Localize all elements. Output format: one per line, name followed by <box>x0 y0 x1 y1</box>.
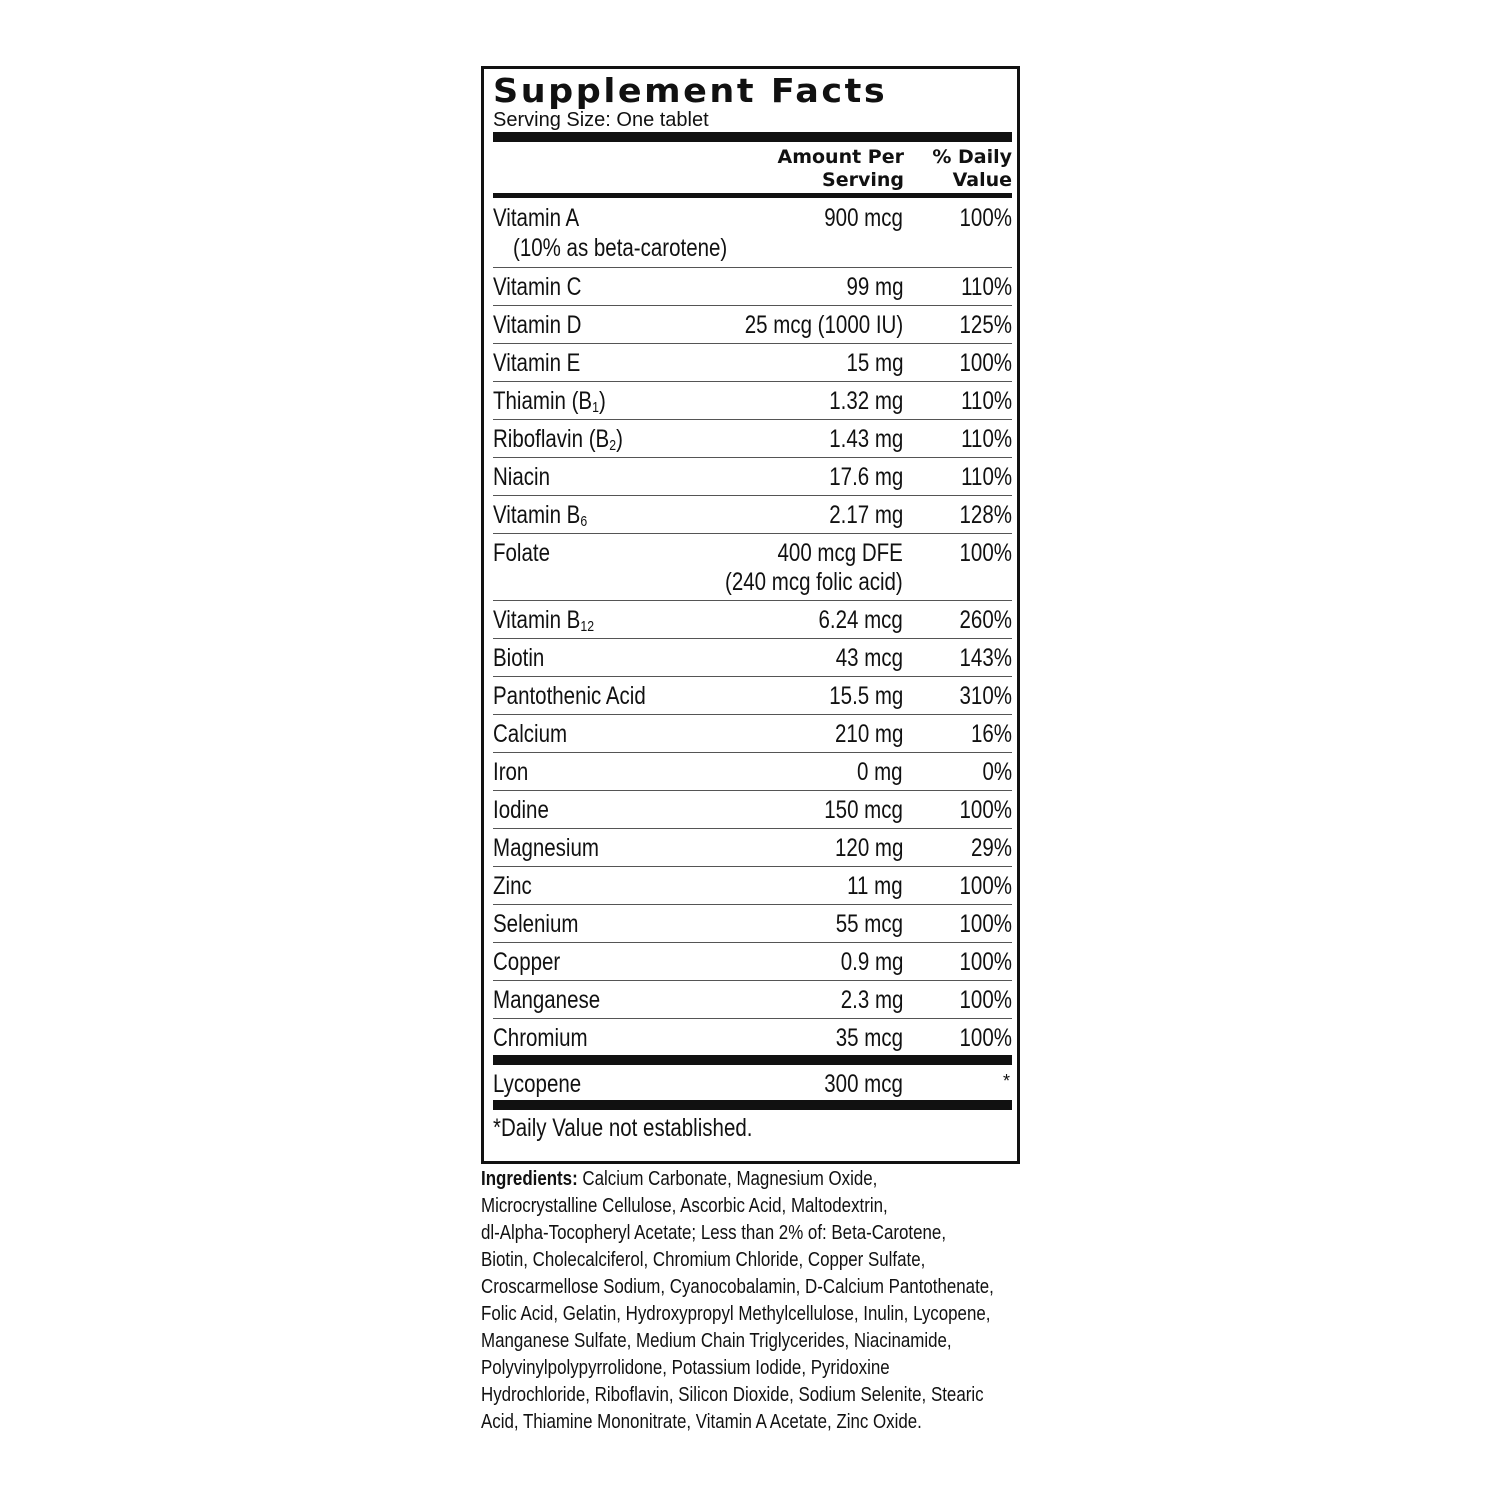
nutrient-row <box>493 943 1012 981</box>
nutrient-dv: 0% <box>982 758 1012 786</box>
nutrient-row <box>493 420 1012 458</box>
nutrient-name: Vitamin $B_{12}$ <box>493 606 595 635</box>
nutrient-dv: 310% <box>959 682 1012 710</box>
nutrient-name: Vitamin E <box>493 349 581 377</box>
nutrient-name: Chromium <box>493 1024 588 1052</box>
nutrient-dv: 100% <box>959 796 1012 824</box>
ingredients-line: Acid, Thiamine Mononitrate, Vitamin A Acetate, Zinc Oxide. <box>481 1411 922 1433</box>
nutrient-row <box>493 496 1012 534</box>
nutrient-amount: 300 mcg <box>824 1070 903 1098</box>
nutrient-amount: 35 mcg <box>835 1024 903 1052</box>
medium-divider <box>493 193 1012 198</box>
thick-divider <box>493 1100 1012 1110</box>
nutrient-name: Vitamin A <box>493 204 580 232</box>
ingredients-line: dl-Alpha-Tocopheryl Acetate; Less than 2% of: Beta-Carotene, <box>481 1222 947 1244</box>
nutrient-name: Magnesium <box>493 834 599 862</box>
nutrient-row <box>493 1019 1012 1057</box>
nutrient-amount: 1.43 mg <box>828 425 903 453</box>
nutrient-row <box>493 829 1012 867</box>
ingredients-line: Microcrystalline Cellulose, Ascorbic Acid, Maltodextrin, <box>481 1195 888 1217</box>
nutrient-amount: 17.6 mg <box>828 463 903 491</box>
nutrient-dv: 100% <box>959 872 1012 900</box>
nutrient-table <box>493 199 1012 1057</box>
nutrient-amount: 1.32 mg <box>828 387 903 415</box>
nutrient-row <box>493 981 1012 1019</box>
supplement-facts-panel <box>481 66 1020 1164</box>
nutrient-row <box>493 677 1012 715</box>
nutrient-name: Calcium <box>493 720 568 748</box>
nutrient-dv: 100% <box>959 948 1012 976</box>
header-dv-line1: % Daily <box>932 146 1012 168</box>
nutrient-amount: 900 mcg <box>824 204 903 232</box>
nutrient-row <box>493 382 1012 420</box>
nutrient-name: Manganese <box>493 986 601 1014</box>
nutrient-dv: 110% <box>961 463 1012 491</box>
nutrient-amount: 15.5 mg <box>828 682 903 710</box>
nutrient-dv: 128% <box>959 501 1012 529</box>
nutrient-amount: 400 mcg DFE <box>777 539 903 567</box>
nutrient-amount: 55 mcg <box>835 910 903 938</box>
nutrient-dv: * <box>1002 1071 1010 1091</box>
ingredients-list <box>481 1166 1022 1436</box>
nutrient-row <box>493 791 1012 829</box>
nutrient-amount: 6.24 mcg <box>818 606 903 634</box>
nutrient-name: Lycopene <box>493 1070 582 1098</box>
nutrient-name: Iodine <box>493 796 549 824</box>
nutrient-name: Niacin <box>493 463 550 491</box>
ingredients-line: Biotin, Cholecalciferol, Chromium Chloride, Copper Sulfate, <box>481 1249 926 1271</box>
thick-divider <box>493 132 1012 142</box>
nutrient-row <box>493 458 1012 496</box>
nutrient-amount: 43 mcg <box>835 644 903 672</box>
nutrient-dv: 100% <box>959 910 1012 938</box>
nutrient-name: Vitamin C <box>493 273 582 301</box>
nutrient-amount: 2.3 mg <box>840 986 903 1014</box>
nutrient-dv: 100% <box>959 204 1012 232</box>
nutrient-dv: 100% <box>959 986 1012 1014</box>
ingredients-line: Croscarmellose Sodium, Cyanocobalamin, D-Calcium Pantothenate, <box>481 1276 994 1298</box>
nutrient-name: Riboflavin $(B_2)$ <box>493 425 623 454</box>
nutrient-dv: 143% <box>959 644 1012 672</box>
nutrient-row <box>493 867 1012 905</box>
nutrient-amount-note: (240 mcg folic acid) <box>725 568 903 596</box>
nutrient-amount: 25 mcg (1000 IU) <box>744 311 903 339</box>
nutrient-name: Biotin <box>493 644 545 672</box>
nutrient-name: Vitamin $B_6$ <box>493 501 588 530</box>
nutrient-amount: 0.9 mg <box>840 948 903 976</box>
ingredients-label: Ingredients: <box>481 1168 578 1190</box>
nutrient-row <box>493 344 1012 382</box>
thick-divider <box>493 1055 1012 1065</box>
nutrient-row <box>493 905 1012 943</box>
nutrient-row <box>493 639 1012 677</box>
header-amount-line2: Serving <box>822 169 904 191</box>
nutrient-name: Pantothenic Acid <box>493 682 646 710</box>
nutrient-row <box>493 268 1012 306</box>
nutrient-amount: 11 mg <box>847 872 903 900</box>
nutrient-amount: 150 mcg <box>824 796 903 824</box>
footnote: *Daily Value not established. <box>493 1114 753 1142</box>
ingredients-line: Hydrochloride, Riboflavin, Silicon Dioxide, Sodium Selenite, Stearic <box>481 1384 984 1406</box>
ingredients-line: Ingredients: Calcium Carbonate, Magnesium Oxide, <box>481 1168 878 1190</box>
header-dv-line2: Value <box>952 169 1012 191</box>
nutrient-dv: 100% <box>959 1024 1012 1052</box>
serving-size: Serving Size: One tablet <box>493 109 709 131</box>
header-amount-per-serving <box>778 146 905 192</box>
nutrient-amount: 15 mg <box>846 349 903 377</box>
nutrient-dv: 125% <box>959 311 1012 339</box>
nutrient-name: Thiamin $(B_1)$ <box>493 387 606 416</box>
nutrient-row <box>493 306 1012 344</box>
nutrient-dv: 110% <box>961 425 1012 453</box>
nutrient-name: Copper <box>493 948 561 976</box>
nutrient-row <box>493 715 1012 753</box>
nutrient-amount: 210 mg <box>834 720 903 748</box>
nutrient-row <box>493 534 1012 601</box>
nutrient-dv: 110% <box>961 387 1012 415</box>
nutrient-name: Zinc <box>493 872 532 900</box>
nutrient-amount: 99 mg <box>846 273 903 301</box>
nutrient-name: Iron <box>493 758 529 786</box>
nutrient-name: Selenium <box>493 910 579 938</box>
nutrient-dv: 16% <box>970 720 1012 748</box>
nutrient-name: Folate <box>493 539 550 567</box>
nutrient-amount: 0 mg <box>857 758 903 786</box>
header-daily-value <box>932 146 1012 192</box>
header-amount-line1: Amount Per <box>777 146 904 168</box>
nutrient-row-lycopene <box>493 1067 1012 1101</box>
nutrient-dv: 29% <box>970 834 1012 862</box>
nutrient-row <box>493 601 1012 639</box>
nutrient-dv: 110% <box>961 273 1012 301</box>
panel-title: Supplement Facts <box>493 71 888 110</box>
nutrient-dv: 260% <box>959 606 1012 634</box>
nutrient-dv: 100% <box>959 349 1012 377</box>
nutrient-name: Vitamin D <box>493 311 582 339</box>
ingredients-line: Folic Acid, Gelatin, Hydroxypropyl Methylcellulose, Inulin, Lycopene, <box>481 1303 991 1325</box>
nutrient-amount: 2.17 mg <box>828 501 903 529</box>
ingredients-line: Polyvinylpolypyrrolidone, Potassium Iodide, Pyridoxine <box>481 1357 890 1379</box>
nutrient-dv: 100% <box>959 539 1012 567</box>
nutrient-amount: 120 mg <box>834 834 903 862</box>
ingredients-line: Manganese Sulfate, Medium Chain Triglycerides, Niacinamide, <box>481 1330 952 1352</box>
nutrient-note: (10% as beta-carotene) <box>513 234 728 262</box>
nutrient-row <box>493 199 1012 268</box>
nutrient-row <box>493 753 1012 791</box>
